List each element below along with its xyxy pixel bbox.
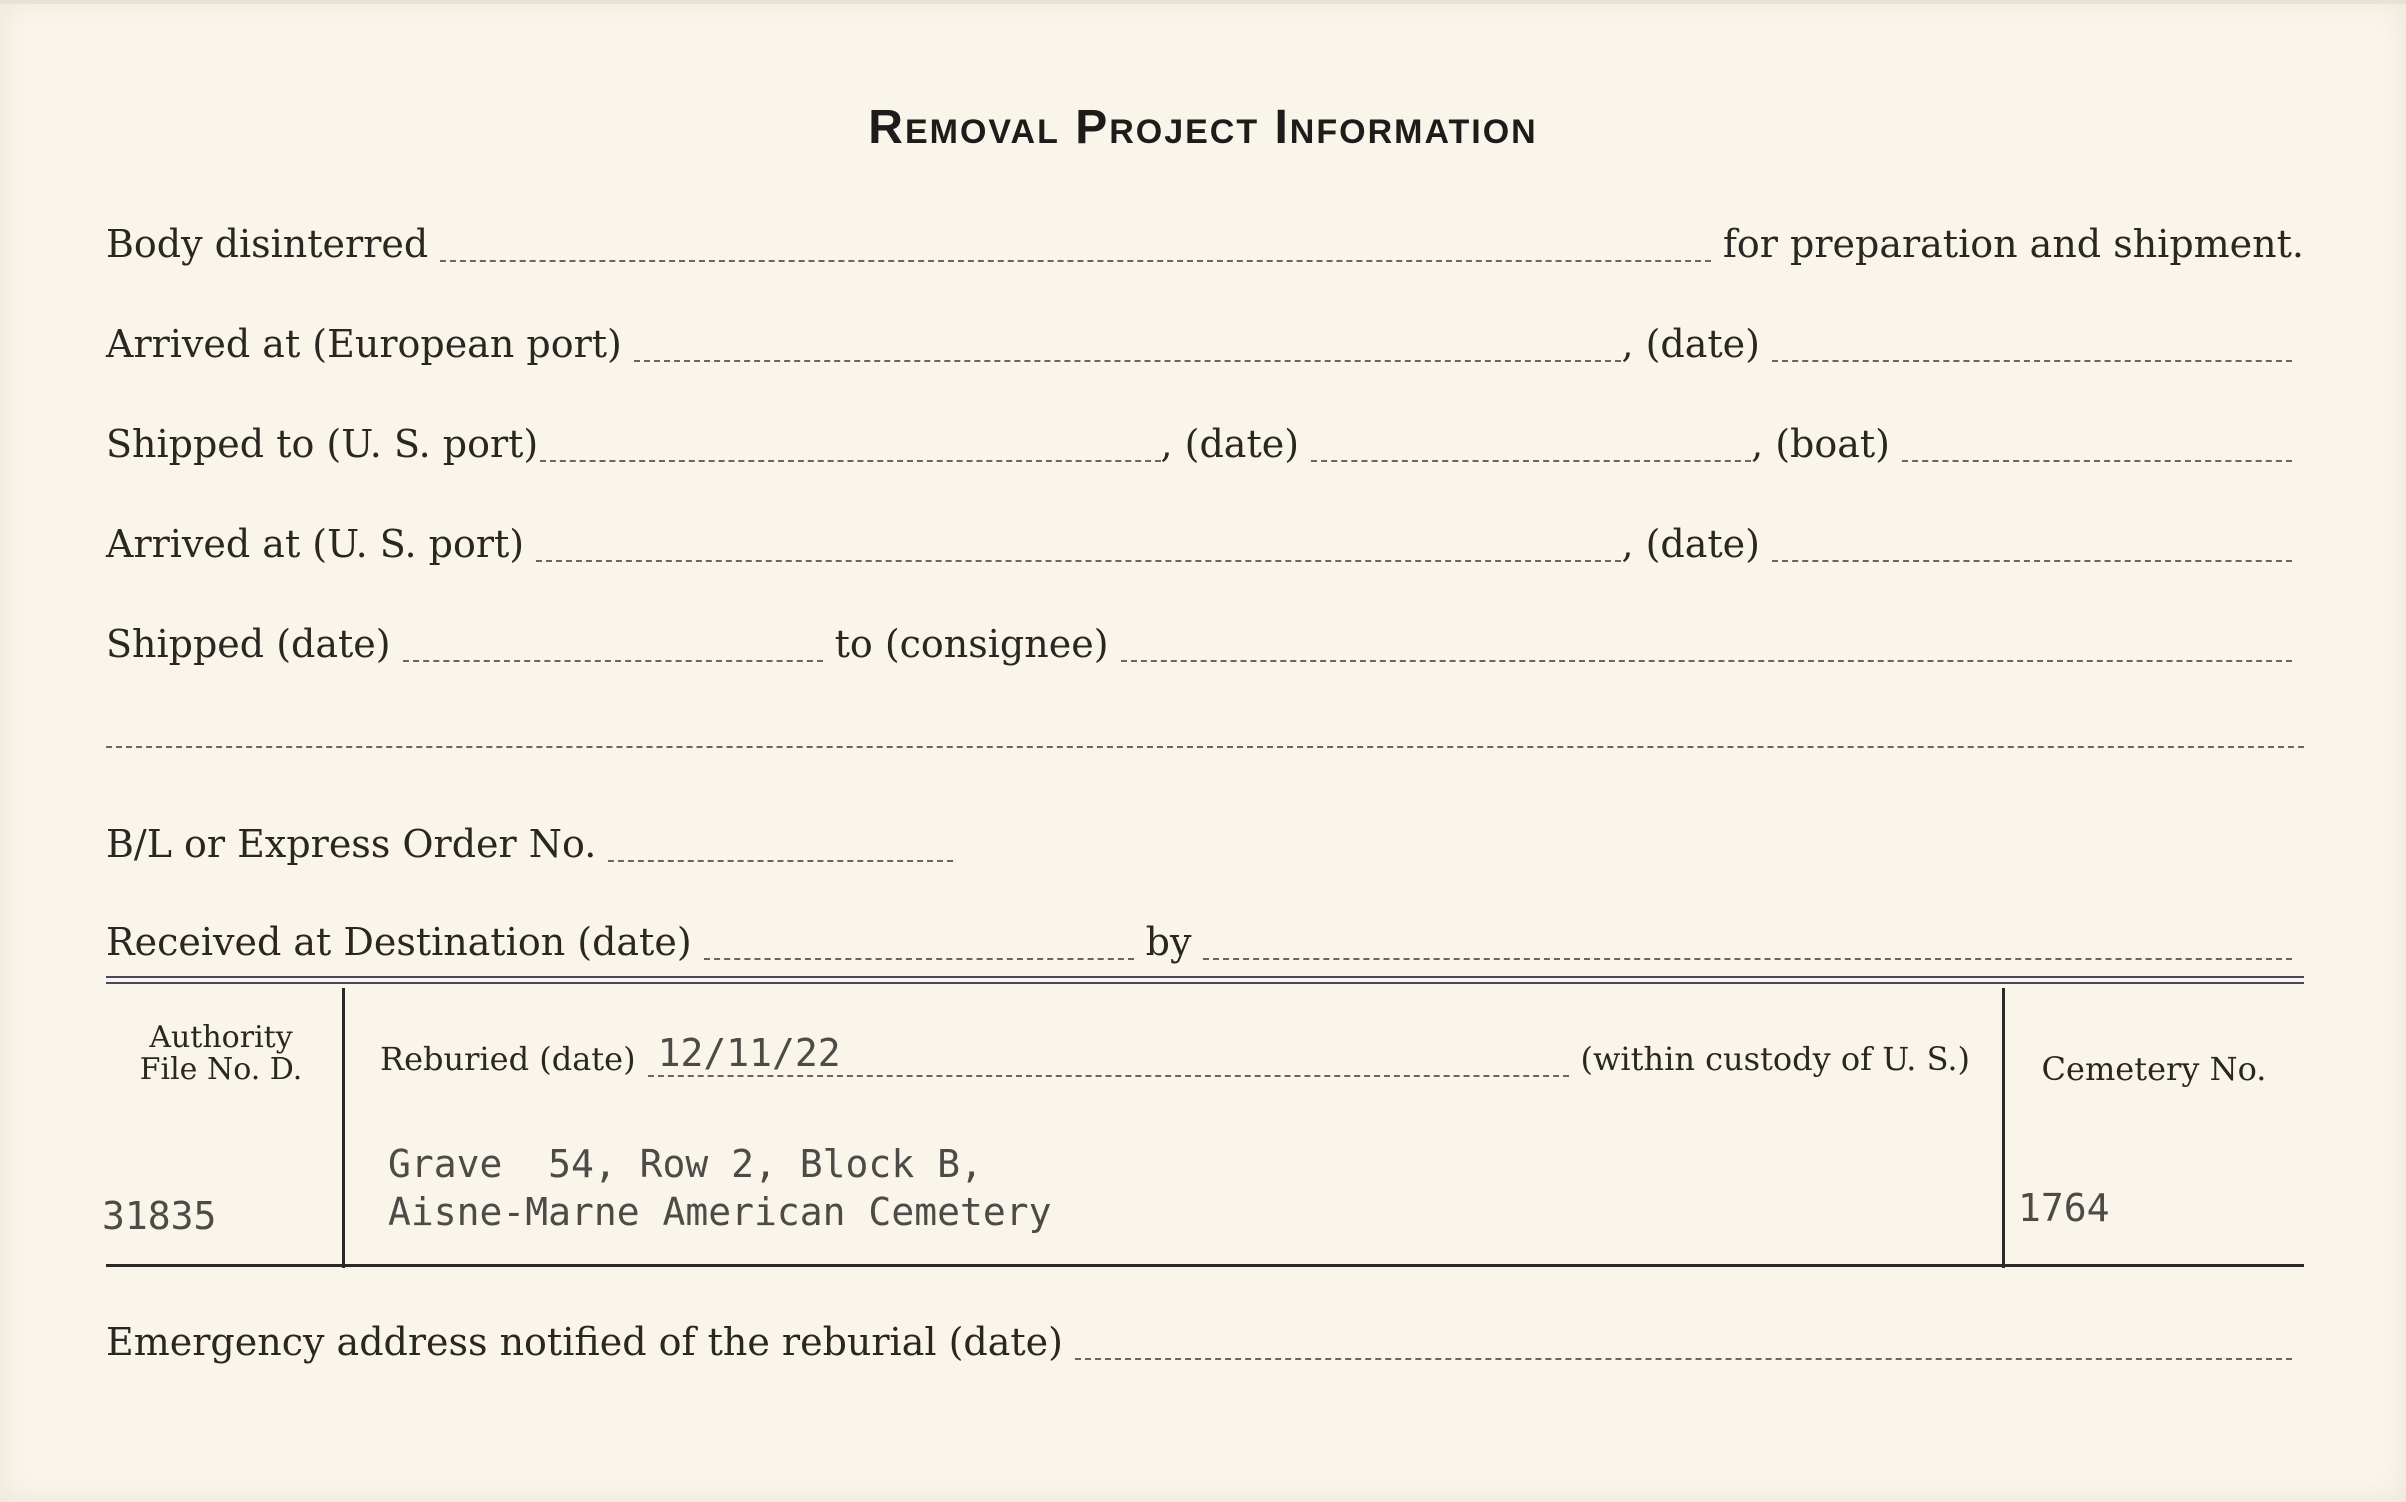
received-date-field bbox=[704, 948, 1134, 960]
european-date-field bbox=[1772, 350, 2292, 362]
row-emergency bbox=[106, 1320, 2304, 1364]
european-port-field bbox=[634, 350, 1622, 362]
row-continuation bbox=[106, 724, 2304, 736]
arrived-us-date-field bbox=[1772, 550, 2292, 562]
body-disinterred-label: Body disinterred bbox=[106, 222, 429, 266]
row-shipped-us bbox=[106, 422, 2304, 466]
row-received bbox=[106, 920, 2304, 964]
shipped-date-only-label: Shipped (date) bbox=[106, 622, 391, 666]
box-divider-left bbox=[342, 988, 345, 1268]
file-no-label: File No. D. bbox=[139, 1052, 303, 1087]
cemetery-name: Aisne-Marne American Cemetery bbox=[388, 1190, 1052, 1234]
bl-order-label: B/L or Express Order No. bbox=[106, 822, 597, 866]
authority-label: Authority bbox=[149, 1020, 293, 1055]
shipped-date-field bbox=[1311, 450, 1751, 462]
row-arrived-european bbox=[106, 322, 2304, 366]
preparation-shipment-label: for preparation and shipment. bbox=[1722, 222, 2304, 266]
us-port-field bbox=[540, 450, 1160, 462]
box-divider-right bbox=[2002, 988, 2005, 1268]
row-shipped-consignee bbox=[106, 622, 2304, 666]
row-arrived-us bbox=[106, 522, 2304, 566]
arrived-us-label: Arrived at (U. S. port) bbox=[106, 522, 525, 566]
reburied-date-value: 12/11/22 bbox=[657, 1031, 841, 1075]
boat-label: , (boat) bbox=[1751, 422, 1890, 466]
bl-order-field bbox=[608, 850, 953, 862]
received-label: Received at Destination (date) bbox=[106, 920, 692, 964]
shipped-date-label: , (date) bbox=[1160, 422, 1300, 466]
emergency-label: Emergency address notified of the reburial (date) bbox=[106, 1320, 1063, 1364]
custody-label: (within custody of U. S.) bbox=[1580, 1040, 1970, 1078]
received-by-field bbox=[1203, 948, 2292, 960]
section-divider bbox=[106, 976, 2304, 984]
shipped-us-label: Shipped to (U. S. port) bbox=[106, 422, 539, 466]
european-date-label: , (date) bbox=[1621, 322, 1760, 366]
box-bottom-rule bbox=[106, 1264, 2304, 1267]
arrived-us-port-field bbox=[536, 550, 1621, 562]
reburied-date-field bbox=[648, 1031, 1569, 1077]
reburied-row bbox=[380, 1031, 1970, 1078]
form-title: Removal Project Information bbox=[868, 101, 1538, 154]
consignee-field bbox=[1121, 650, 2292, 662]
cemetery-no-label: Cemetery No. bbox=[2041, 1050, 2267, 1088]
row-body-disinterred bbox=[106, 222, 2304, 266]
boat-field bbox=[1902, 450, 2292, 462]
reburied-label: Reburied (date) bbox=[380, 1040, 636, 1078]
consignee-label: to (consignee) bbox=[834, 622, 1109, 666]
continuation-field bbox=[106, 736, 2304, 748]
shipped-date-only-field bbox=[403, 650, 823, 662]
emergency-date-field bbox=[1075, 1348, 2292, 1360]
row-bl-order bbox=[106, 822, 2304, 866]
arrived-us-date-label: , (date) bbox=[1621, 522, 1760, 566]
authority-heading bbox=[106, 1022, 336, 1086]
by-label: by bbox=[1145, 920, 1192, 964]
authority-file-number: 31835 bbox=[102, 1194, 217, 1238]
cemetery-number: 1764 bbox=[2018, 1186, 2110, 1230]
grave-location: Grave 54, Row 2, Block B, bbox=[388, 1142, 983, 1186]
body-disinterred-field bbox=[440, 250, 1711, 262]
arrived-european-label: Arrived at (European port) bbox=[106, 322, 622, 366]
